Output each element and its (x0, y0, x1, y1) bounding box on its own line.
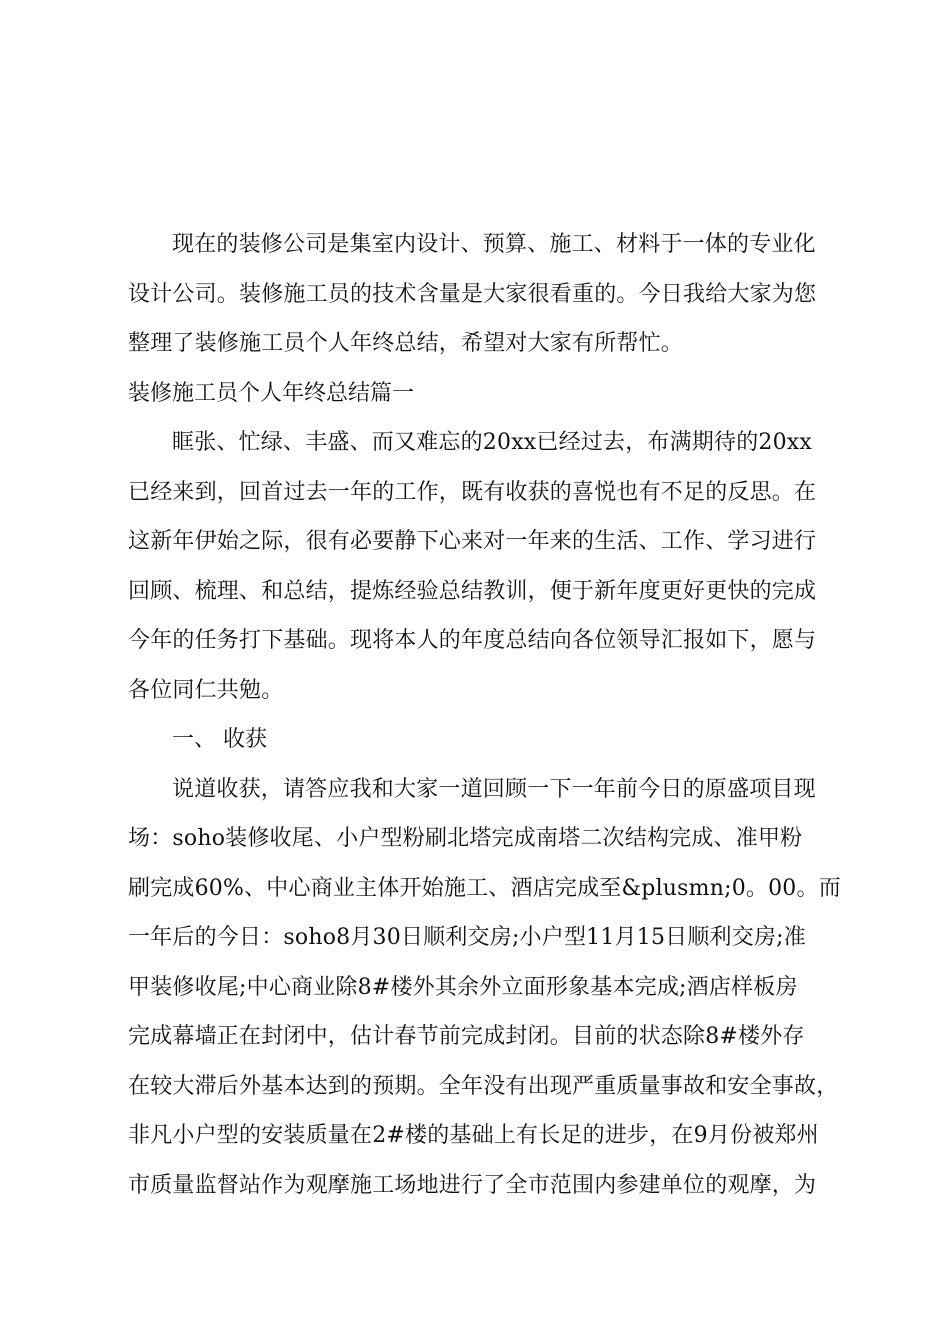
paragraph-line: 非凡小户型的安装质量在2#楼的基础上有长足的进步，在9月份被郑州 (128, 1123, 819, 1148)
paragraph-1 (128, 418, 828, 715)
paragraph-line: 眶张、忙绿、丰盛、而又难忘的20xx已经过去，布满期待的20xx (172, 430, 813, 455)
document-page (128, 220, 841, 1210)
paragraph-line: 这新年伊始之际，很有必要静下心来对一年来的生活、工作、学习进行 (128, 529, 817, 554)
paragraph-line: 一年后的今日：soho8月30日顺利交房;小户型11月15日顺利交房;准 (128, 925, 806, 950)
paragraph-line: 各位同仁共勉。 (128, 677, 284, 703)
paragraph-line: 今年的任务打下基础。现将本人的年度总结向各位领导汇报如下，愿与 (128, 628, 817, 653)
paragraph-line: 市质量监督站作为观摩施工场地进行了全市范围内参建单位的观摩，为 (128, 1172, 817, 1198)
intro-line: 整理了装修施工员个人年终总结，希望对大家有所帮忙。 (128, 331, 684, 356)
intro-paragraph (128, 220, 828, 369)
intro-line: 设计公司。装修施工员的技术含量是大家很看重的。今日我给大家为您 (128, 281, 817, 307)
paragraph-line: 说道收获，请答应我和大家一道回顾一下一年前今日的原盛项目现 (172, 776, 816, 802)
section-title: 一、 收获 (172, 727, 267, 752)
paragraph-line: 已经来到，回首过去一年的工作，既有收获的喜悦也有不足的反思。在 (128, 479, 817, 505)
paragraph-line: 甲装修收尾;中心商业除8#楼外其余外立面形象基本完成;酒店样板房 (128, 974, 798, 1000)
paragraph-line: 回顾、梳理、和总结，提炼经验总结教训，便于新年度更好更快的完成 (128, 578, 817, 604)
paragraph-line: 场：soho装修收尾、小户型粉刷北塔完成南塔二次结构完成、准甲粉 (128, 826, 803, 851)
paragraph-line: 刷完成60%、中心商业主体开始施工、酒店完成至&plusmn;0。00。而 (128, 875, 841, 901)
intro-line: 现在的装修公司是集室内设计、预算、施工、材料于一体的专业化 (172, 232, 816, 257)
paragraph-line: 在较大滞后外基本达到的预期。全年没有出现严重质量事故和安全事故， (128, 1073, 839, 1099)
article-title: 装修施工员个人年终总结篇一 (128, 380, 415, 406)
paragraph-2 (128, 765, 841, 1211)
paragraph-line: 完成幕墙正在封闭中，估计春节前完成封闭。目前的状态除8#楼外存 (128, 1024, 805, 1049)
